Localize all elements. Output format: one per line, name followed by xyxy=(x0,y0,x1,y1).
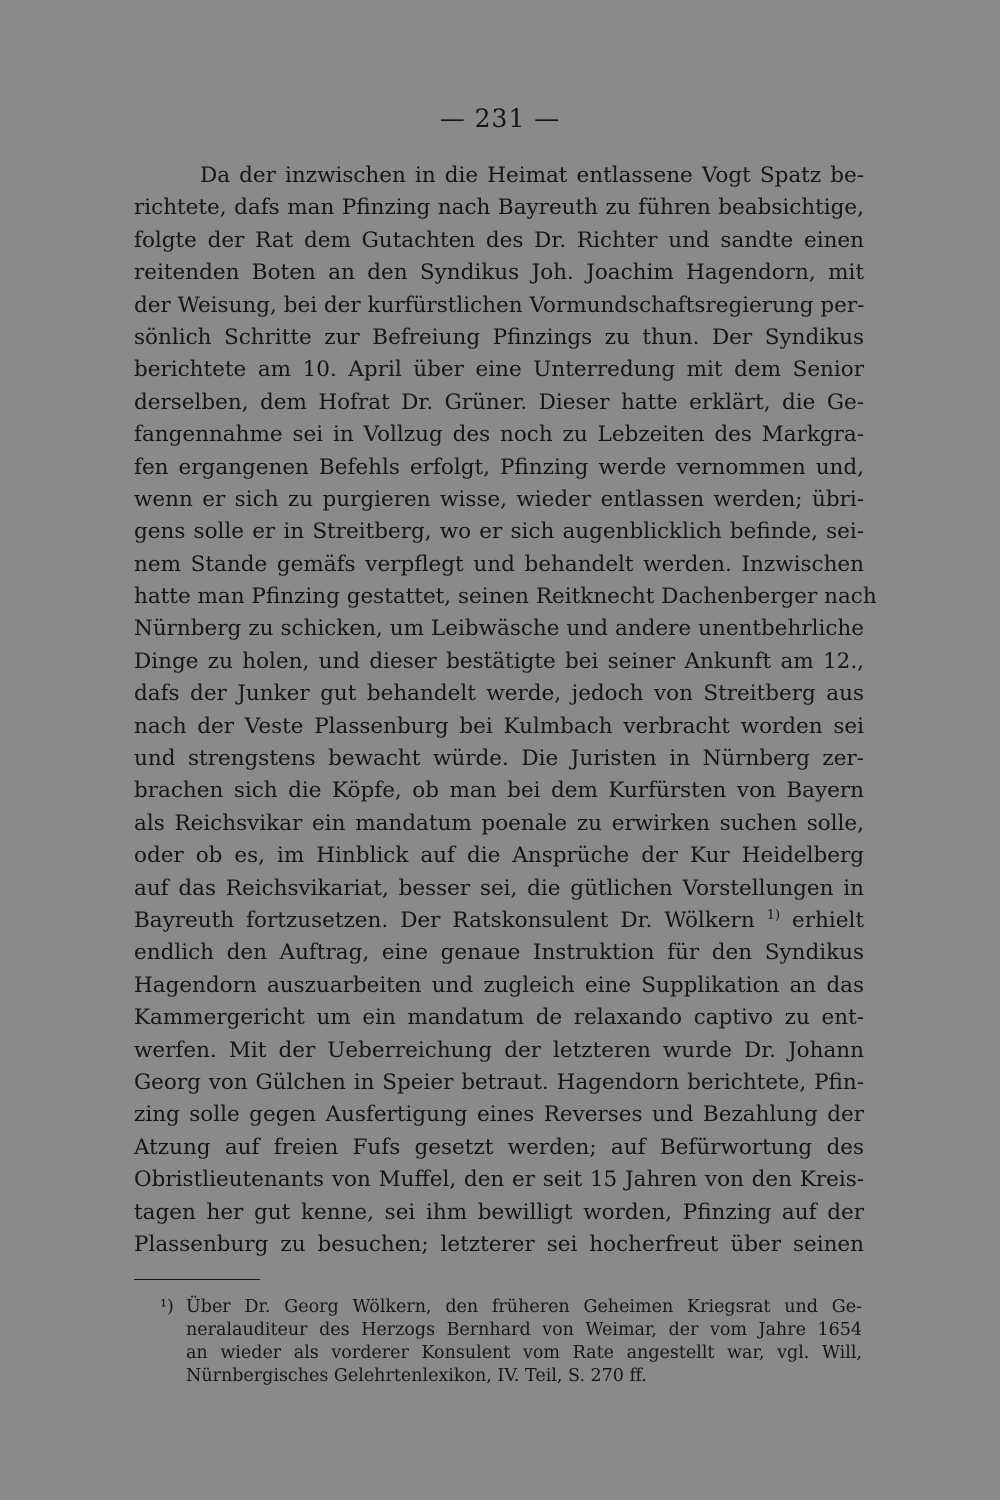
text-line: sönlich Schritte zur Befreiung Pfinzings zu thun. Der Syndikus xyxy=(134,324,864,350)
text-line: Georg von Gülchen in Speier betraut. Hagendorn berichtete, Pfin- xyxy=(134,1069,864,1095)
text-line: endlich den Auftrag, eine genaue Instruktion für den Syndikus xyxy=(134,940,864,966)
footnote-mark: ¹) xyxy=(160,1297,174,1317)
text-line: hatte man Pfinzing gestattet, seinen Reitknecht Dachenberger nach xyxy=(134,584,877,610)
text-line: fen ergangenen Befehls erfolgt, Pfinzing werde vernommen und, xyxy=(134,454,864,480)
body-text xyxy=(134,160,877,1261)
text-line: Kammergericht um ein mandatum de relaxando captivo zu ent- xyxy=(134,1005,864,1031)
text-line: wenn er sich zu purgieren wisse, wieder entlassen werden; übri- xyxy=(134,486,864,512)
text-line: nem Stande gemäfs verpflegt und behandelt werden. Inzwischen xyxy=(134,551,864,577)
text-line: und strengstens bewacht würde. Die Juristen in Nürnberg zer- xyxy=(134,746,864,772)
footnote-line: Nürnbergisches Gelehrtenlexikon, IV. Teil, S. 270 ff. xyxy=(186,1366,647,1386)
text-line: werfen. Mit der Ueberreichung der letzteren wurde Dr. Johann xyxy=(134,1037,864,1063)
text-line: brachen sich die Köpfe, ob man bei dem Kurfürsten von Bayern xyxy=(134,778,864,804)
text-line: zing solle gegen Ausfertigung eines Reverses und Bezahlung der xyxy=(134,1102,864,1128)
text-line: Obristlieutenants von Muffel, den er seit 15 Jahren von den Kreis- xyxy=(134,1167,864,1193)
text-line: richtete, dafs man Pfinzing nach Bayreuth zu führen beabsichtige, xyxy=(134,195,864,221)
text-line: der Weisung, bei der kurfürstlichen Vormundschaftsregierung per- xyxy=(134,292,865,318)
text-line: berichtete am 10. April über eine Unterredung mit dem Senior xyxy=(134,357,864,383)
text-line: als Reichsvikar ein mandatum poenale zu erwirken suchen solle, xyxy=(134,810,864,836)
footnote-line: an wieder als vorderer Konsulent vom Rate angestellt war, vgl. Will, xyxy=(186,1343,862,1363)
text-line: derselben, dem Hofrat Dr. Grüner. Dieser hatte erklärt, die Ge- xyxy=(134,389,864,415)
text-line: reitenden Boten an den Syndikus Joh. Joachim Hagendorn, mit xyxy=(134,260,864,286)
page-number: — 231 — xyxy=(439,104,561,133)
text-line: dafs der Junker gut behandelt werde, jedoch von Streitberg aus xyxy=(134,681,864,707)
text-line: oder ob es, im Hinblick auf die Ansprüche der Kur Heidelberg xyxy=(134,843,864,869)
footnote-reference[interactable]: 1) xyxy=(766,907,781,923)
text-line: Atzung auf freien Fufs gesetzt werden; auf Befürwortung des xyxy=(134,1134,864,1160)
text-line: auf das Reichsvikariat, besser sei, die gütlichen Vorstellungen in xyxy=(134,875,864,901)
text-line: folgte der Rat dem Gutachten des Dr. Richter und sandte einen xyxy=(134,227,864,253)
text-segment: Bayreuth fortzusetzen. Der Ratskonsulent Dr. Wölkern xyxy=(134,907,755,933)
text-line: fangennahme sei in Vollzug des noch zu Lebzeiten des Markgra- xyxy=(134,422,864,448)
text-line: Plassenburg zu besuchen; letzterer sei hocherfreut über seinen xyxy=(134,1231,864,1257)
text-line: Da der inzwischen in die Heimat entlassene Vogt Spatz be- xyxy=(200,163,864,188)
text-line: gens solle er in Streitberg, wo er sich augenblicklich befinde, sei- xyxy=(134,519,864,545)
text-line: Dinge zu holen, und dieser bestätigte bei seiner Ankunft am 12., xyxy=(134,648,864,674)
footnote-separator xyxy=(134,1279,260,1280)
text-line: nach der Veste Plassenburg bei Kulmbach verbracht worden sei xyxy=(134,713,864,739)
footnote-text: Über Dr. Georg Wölkern, den früheren Geheimen Kriegsrat und Ge- xyxy=(186,1297,862,1317)
footnote xyxy=(160,1296,862,1388)
text-line: tagen her gut kenne, sei ihm bewilligt worden, Pfinzing auf der xyxy=(134,1199,864,1225)
text-line: Nürnberg zu schicken, um Leibwäsche und andere unentbehrliche xyxy=(134,616,864,642)
text-line-with-footnote-ref xyxy=(134,905,864,937)
footnote-line: neralauditeur des Herzogs Bernhard von Weimar, der vom Jahre 1654 xyxy=(186,1320,862,1340)
text-line: Hagendorn auszuarbeiten und zugleich eine Supplikation an das xyxy=(134,972,864,998)
footnote-line xyxy=(160,1296,862,1319)
text-segment: erhielt xyxy=(792,907,864,933)
